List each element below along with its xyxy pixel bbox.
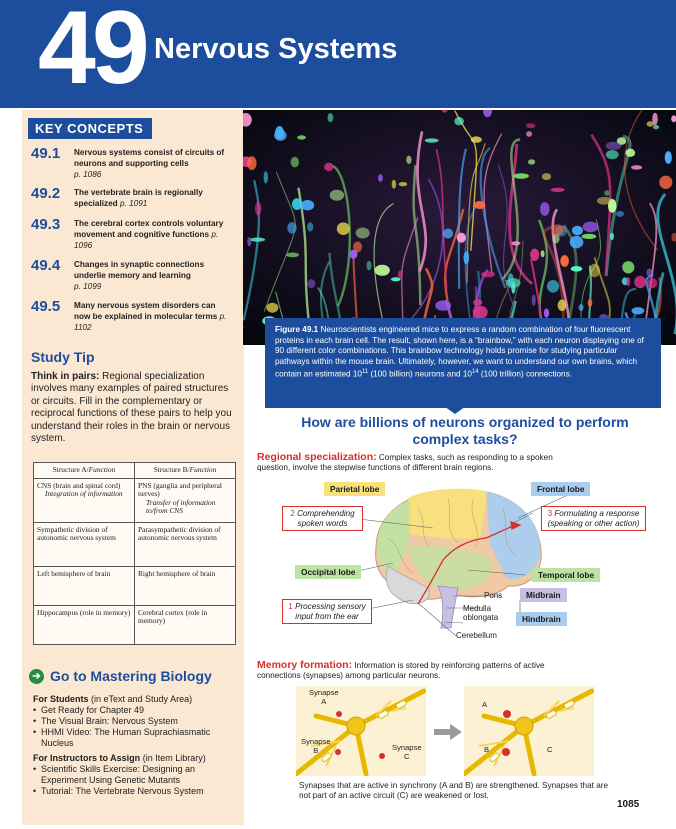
synapse-panel-after (464, 686, 594, 776)
study-tip-body (31, 371, 237, 445)
label-parietal-lobe: Parietal lobe (324, 482, 385, 496)
figure-label: Figure 49.1 (275, 325, 319, 334)
pairs-table (33, 462, 236, 645)
mastering-resources: For Students (in eText and Study Area) • Get Ready for Chapter 49 • The Visual Brain: Nervous System • HHMI Video: The Human Suprachiasmatic Nucleus For Instructors to Assign (in Item Library) • Scientific Skills Exercise: Designing an Experiment Using Genetic Mutants • Tutorial: The Vertebrate Nervous System (33, 690, 239, 797)
label-midbrain: Midbrain (520, 588, 567, 602)
label-pons: Pons (484, 591, 503, 600)
page-number: 1085 (617, 799, 640, 810)
label-frontal-lobe: Frontal lobe (531, 482, 590, 496)
concept-number: 49.4 (31, 257, 61, 274)
concept-text: Changes in synaptic connections underlie memory and learning (74, 260, 205, 281)
study-tip-lead: Think in pairs: (31, 371, 100, 382)
synapse-b-letter: B (484, 745, 490, 754)
label-occipital-lobe: Occipital lobe (295, 565, 361, 579)
figure-caption: Figure 49.1 Neuroscientists engineered mice to express a random combination of four fluorescent proteins in each brain cell. The result, shown here, is a “brainbow,” with each neuron displaying one of 90 different color combinations. This brainbow technology holds promise for studying particular pathways within the mouse brain. Ultimately, however, we want to understand our own brains, which contain an estimated $10^{11}$ (100 billion) neurons and $10^{14}$ (100 trillion) connections. (265, 318, 661, 408)
synapse-a-letter: A (482, 700, 488, 709)
study-tip-title: Study Tip (31, 349, 95, 365)
brainbow-image (243, 110, 676, 345)
label-medulla: Medulla oblongata (463, 604, 499, 622)
table-cell: Hippocampus (role in memory) (34, 605, 135, 644)
memory-heading: Memory formation: Information is stored by reinforcing patterns of active connections (synapses) among particular neurons. (257, 659, 545, 680)
table-header-cell: Structure B/Function (135, 463, 236, 479)
synapse-panel-before (296, 686, 426, 776)
resource-link[interactable]: • Scientific Skills Exercise: Designing an Experiment Using Genetic Mutants (33, 764, 239, 786)
concept-number: 49.2 (31, 185, 61, 202)
concept-page[interactable]: p. 1096 (74, 230, 219, 251)
arrow-right-icon (434, 724, 462, 740)
mastering-biology-link[interactable]: ➔ Go to Mastering Biology (29, 668, 212, 684)
label-hindbrain: Hindbrain (516, 612, 567, 626)
concept-text: The cerebral cortex controls voluntary movement and cognitive functions (74, 219, 224, 240)
brainbow-photo (243, 110, 676, 345)
concept-number: 49.1 (31, 145, 61, 162)
memory-caption: Synapses that are active in synchrony (A and B) are strengthened. Synapses that are not part of an active circuit (C) are weakened or lost. (299, 781, 609, 800)
step-2-note: 2 Comprehending spoken words (282, 506, 363, 531)
concept-number: 49.5 (31, 298, 61, 315)
table-header-cell: Structure A/Function (34, 463, 135, 479)
arrow-right-icon: ➔ (29, 669, 44, 684)
table-row (34, 605, 236, 644)
concept-page[interactable]: p. 1091 (119, 199, 148, 209)
synapse-b-label: Synapse B (301, 737, 331, 755)
concept-page[interactable]: p. 1102 (74, 312, 227, 333)
resource-link[interactable]: • The Visual Brain: Nervous System (33, 716, 239, 727)
synapse-a-label: Synapse A (309, 688, 339, 706)
table-cell: Left hemisphere of brain (34, 566, 135, 605)
table-cell: Cerebral cortex (role in memory) (135, 605, 236, 644)
resource-link[interactable]: • Get Ready for Chapter 49 (33, 705, 239, 716)
table-cell: Right hemisphere of brain (135, 566, 236, 605)
resource-link[interactable]: • Tutorial: The Vertebrate Nervous System (33, 786, 239, 797)
concept-text: The vertebrate brain is regionally specialized (74, 188, 203, 209)
regional-heading: Regional specialization: Complex tasks, such as responding to a spoken question, involve the stepwise functions of different brain regions. (257, 451, 553, 472)
table-row (34, 566, 236, 605)
concept-page[interactable]: p. 1099 (74, 282, 102, 292)
resource-link[interactable]: • HHMI Video: The Human Suprachiasmatic Nucleus (33, 727, 239, 749)
label-cerebellum: Cerebellum (456, 631, 497, 640)
synapse-c-letter: C (547, 745, 553, 754)
concept-page[interactable]: p. 1086 (74, 170, 102, 180)
caption-pointer (441, 404, 469, 414)
table-cell: Parasympathetic division of autonomic nervous system (135, 522, 236, 566)
concept-number: 49.3 (31, 216, 61, 233)
brain-figure (258, 478, 663, 658)
chapter-number: 49 (38, 0, 146, 106)
synapse-c-label: Synapse C (392, 743, 422, 761)
guiding-question: How are billions of neurons organized to perform complex tasks? (301, 414, 629, 447)
chapter-header (0, 0, 676, 108)
table-cell: CNS (brain and spinal cord) Integration of information (34, 478, 135, 522)
table-row (34, 522, 236, 566)
chapter-title: Nervous Systems (154, 33, 398, 65)
table-header-row (34, 463, 236, 479)
label-temporal-lobe: Temporal lobe (532, 568, 600, 582)
students-label: For Students (33, 694, 89, 704)
table-row (34, 478, 236, 522)
step-1-note: 1 Processing sensory input from the ear (282, 599, 372, 624)
concept-text: Many nervous system disorders can now be explained in molecular terms (74, 301, 218, 322)
table-cell: PNS (ganglia and peripheral nerves) Transfer of information to/from CNS (135, 478, 236, 522)
table-cell: Sympathetic division of autonomic nervous system (34, 522, 135, 566)
step-3-note: 3 Formulating a response (speaking or other action) (541, 506, 646, 531)
study-tip-text: Regional specialization involves many examples of paired structures or circuits. Fill in the complementary or reciprocal functions of these pairs to help you understand their roles in the brain or nervous system. (31, 371, 232, 445)
concept-text: Nervous systems consist of circuits of neurons and supporting cells (74, 148, 225, 169)
instructors-label: For Instructors to Assign (33, 753, 141, 763)
key-concepts-badge: KEY CONCEPTS (28, 118, 152, 139)
